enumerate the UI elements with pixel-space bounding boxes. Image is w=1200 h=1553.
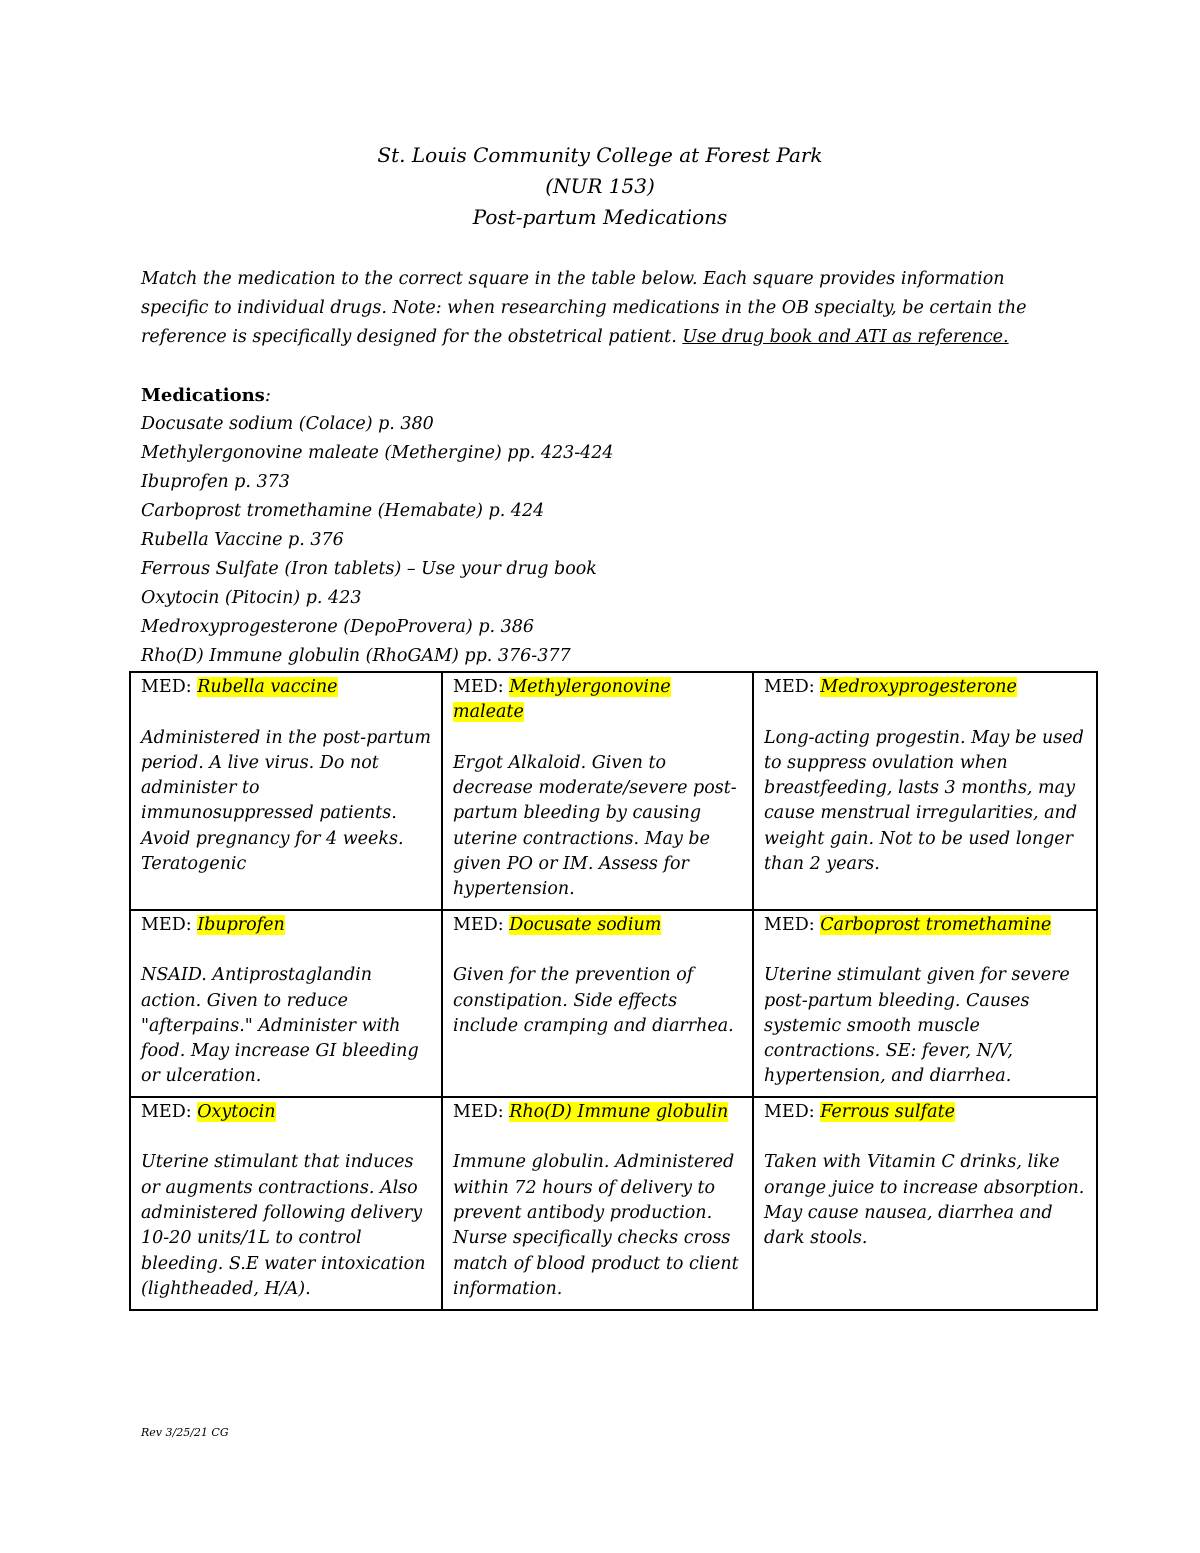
medication-item: Methylergonovine maleate (Methergine) pp. 423-424 bbox=[141, 443, 614, 463]
med-heading: MED: Docusate sodium bbox=[453, 914, 662, 935]
table-cell bbox=[442, 672, 753, 910]
table-cell bbox=[130, 910, 442, 1097]
med-name-highlight: Carboprost tromethamine bbox=[820, 914, 1052, 935]
reference-note: Use drug book and ATI as reference. bbox=[682, 327, 1009, 347]
table-cell bbox=[753, 910, 1097, 1097]
med-name-highlight: Oxytocin bbox=[197, 1101, 276, 1122]
med-name-highlight: Rubella vaccine bbox=[197, 677, 338, 697]
table-row bbox=[130, 672, 1097, 910]
medications-heading: Medications: bbox=[141, 385, 271, 406]
medication-item: Rho(D) Immune globulin (RhoGAM) pp. 376-377 bbox=[141, 646, 571, 666]
med-description: Uterine stimulant that induces or augments contractions. Also administered following delivery 10-20 units/1L to control bleeding. S.E water intoxication (lightheaded, H/A). bbox=[141, 1152, 426, 1299]
document-header bbox=[0, 140, 1200, 233]
table-row bbox=[130, 1097, 1097, 1310]
medication-item: Carboprost tromethamine (Hemabate) p. 424 bbox=[141, 501, 545, 521]
med-heading: MED: Ibuprofen bbox=[141, 914, 285, 935]
med-description: Taken with Vitamin C drinks, like orange juice to increase absorption. May cause nausea, diarrhea and dark stools. bbox=[764, 1152, 1085, 1249]
table-cell bbox=[130, 672, 442, 910]
med-heading: MED: Methylergonovine maleate bbox=[453, 677, 671, 723]
med-heading: MED: Rho(D) Immune globulin bbox=[453, 1101, 729, 1122]
med-heading: MED: Oxytocin bbox=[141, 1101, 276, 1122]
med-description: NSAID. Antiprostaglandin action. Given to reduce "afterpains." Administer with food. May increase GI bleeding or ulceration. bbox=[141, 965, 419, 1087]
instructions-paragraph bbox=[141, 265, 1071, 352]
med-name-highlight: Ibuprofen bbox=[197, 914, 285, 935]
med-heading: MED: Rubella vaccine bbox=[141, 677, 338, 697]
med-heading: MED: Ferrous sulfate bbox=[764, 1101, 955, 1122]
medication-item: Rubella Vaccine p. 376 bbox=[141, 530, 344, 550]
med-description: Uterine stimulant given for severe post-partum bleeding. Causes systemic smooth muscle contractions. SE: fever, N/V, hypertension, and diarrhea. bbox=[764, 965, 1070, 1087]
course-code: (NUR 153) bbox=[545, 174, 655, 198]
med-description: Administered in the post-partum period. A live virus. Do not administer to immunosuppressed patients. Avoid pregnancy for 4 weeks. Teratogenic bbox=[141, 727, 431, 875]
med-description: Ergot Alkaloid. Given to decrease moderate/severe post-partum bleeding by causing uterine contractions. May be given PO or IM. Assess for hypertension. bbox=[453, 752, 737, 900]
medications-list bbox=[141, 381, 1071, 671]
revision-footer: Rev 3/25/21 CG bbox=[141, 1426, 229, 1439]
medication-item: Medroxyprogesterone (DepoProvera) p. 386 bbox=[141, 617, 535, 637]
table-row bbox=[130, 910, 1097, 1097]
medication-item: Oxytocin (Pitocin) p. 423 bbox=[141, 588, 362, 608]
table-cell bbox=[442, 1097, 753, 1310]
med-description: Given for the prevention of constipation. Side effects include cramping and diarrhea. bbox=[453, 965, 734, 1036]
med-name-highlight: Methylergonovine maleate bbox=[453, 677, 671, 723]
medication-item: Ferrous Sulfate (Iron tablets) – Use your drug book bbox=[141, 559, 597, 579]
med-heading: MED: Carboprost tromethamine bbox=[764, 914, 1052, 935]
instructions-text: Match the medication to the correct square in the table below. Each square provides information specific to individual drugs. Note: when researching medications in the OB specialty, be certain the reference is specifically designed for the obstetrical patient. bbox=[141, 269, 1027, 347]
table-cell bbox=[753, 672, 1097, 910]
table-cell bbox=[753, 1097, 1097, 1310]
medication-table bbox=[129, 671, 1098, 1311]
med-name-highlight: Rho(D) Immune globulin bbox=[509, 1101, 729, 1122]
med-description: Long-acting progestin. May be used to suppress ovulation when breastfeeding, lasts 3 months, may cause menstrual irregularities, and weight gain. Not to be used longer than 2 years. bbox=[764, 727, 1084, 875]
med-description: Immune globulin. Administered within 72 hours of delivery to prevent antibody production. Nurse specifically checks cross match of blood product to client information. bbox=[453, 1152, 739, 1299]
medication-item: Ibuprofen p. 373 bbox=[141, 472, 290, 492]
med-heading: MED: Medroxyprogesterone bbox=[764, 677, 1017, 697]
document-title: Post-partum Medications bbox=[472, 205, 728, 229]
table-cell bbox=[130, 1097, 442, 1310]
college-name: St. Louis Community College at Forest Park bbox=[377, 143, 823, 167]
medication-item: Docusate sodium (Colace) p. 380 bbox=[141, 414, 434, 434]
table-cell bbox=[442, 910, 753, 1097]
med-name-highlight: Medroxyprogesterone bbox=[820, 677, 1017, 697]
med-name-highlight: Docusate sodium bbox=[509, 914, 662, 935]
med-name-highlight: Ferrous sulfate bbox=[820, 1101, 955, 1122]
